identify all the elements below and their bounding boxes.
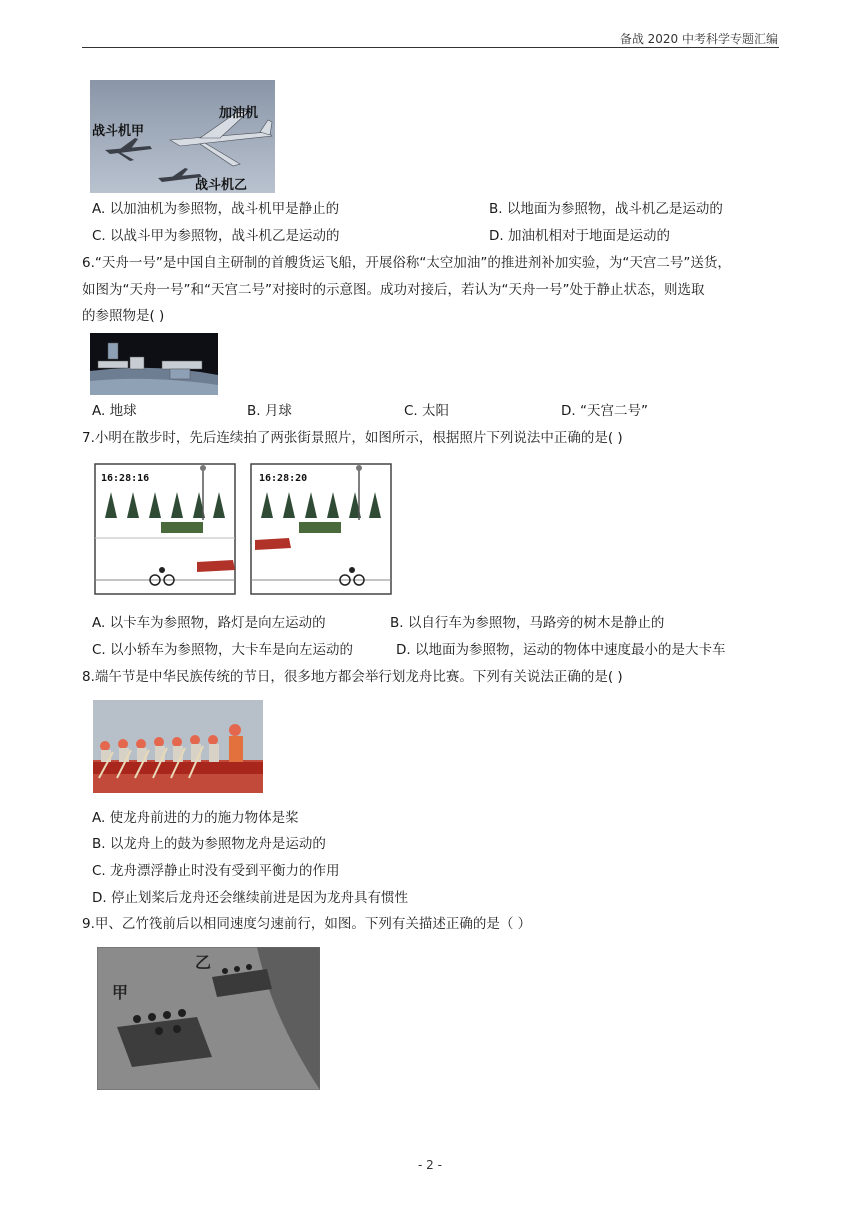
q5-option-d[interactable]: D. 加油机相对于地面是运动的 <box>489 228 670 244</box>
header-divider <box>82 47 779 48</box>
q8-stem: 8.端午节是中华民族传统的节日，很多地方都会举行划龙舟比赛。下列有关说法正确的是( ) <box>82 669 623 685</box>
q8-option-c[interactable]: C. 龙舟漂浮静止时没有受到平衡力的作用 <box>92 863 340 879</box>
q7-option-c[interactable]: C. 以小轿车为参照物，大卡车是向左运动的 <box>92 642 354 658</box>
q9-stem: 9.甲、乙竹筏前后以相同速度匀速前行，如图。下列有关描述正确的是（ ） <box>82 916 532 932</box>
q7-figure <box>93 462 395 596</box>
q5-label-fighter-b: 战斗机乙 <box>195 178 248 193</box>
q5-option-c[interactable]: C. 以战斗甲为参照物，战斗机乙是运动的 <box>92 228 340 244</box>
q7-option-a[interactable]: A. 以卡车为参照物，路灯是向左运动的 <box>92 615 326 631</box>
q7-stem: 7.小明在散步时，先后连续拍了两张街景照片，如图所示，根据照片下列说法中正确的是( ) <box>82 430 623 446</box>
q5-option-b[interactable]: B. 以地面为参照物，战斗机乙是运动的 <box>489 201 723 217</box>
q7-timestamp-1: 16:28:16 <box>101 473 150 484</box>
q6-stem-line-1: 6.“天舟一号”是中国自主研制的首艘货运飞船，开展俗称“太空加油”的推进剂补加实验，为“天宫二号”送货， <box>82 255 731 271</box>
q5-label-tanker: 加油机 <box>219 106 259 121</box>
header-title: 备战 2020 中考科学专题汇编 <box>619 32 778 46</box>
q7-timestamp-2: 16:28:20 <box>259 473 308 484</box>
q8-option-d[interactable]: D. 停止划桨后龙舟还会继续前进是因为龙舟具有惯性 <box>92 890 408 906</box>
q5-option-a[interactable]: A. 以加油机为参照物，战斗机甲是静止的 <box>92 201 340 217</box>
q5-figure <box>90 80 275 193</box>
q9-label-yi: 乙 <box>195 953 212 972</box>
q8-option-b[interactable]: B. 以龙舟上的鼓为参照物龙舟是运动的 <box>92 836 326 852</box>
q5-label-fighter-a: 战斗机甲 <box>92 124 145 139</box>
q6-figure <box>90 333 218 395</box>
q8-figure <box>93 700 263 793</box>
q6-option-b[interactable]: B. 月球 <box>247 403 292 419</box>
q8-option-a[interactable]: A. 使龙舟前进的力的施力物体是桨 <box>92 810 299 826</box>
q6-stem-line-3: 的参照物是( ) <box>82 308 165 324</box>
q7-option-d[interactable]: D. 以地面为参照物，运动的物体中速度最小的是大卡车 <box>396 642 726 658</box>
q6-option-a[interactable]: A. 地球 <box>92 403 137 419</box>
q9-figure <box>97 947 320 1090</box>
q9-label-jia: 甲 <box>112 983 129 1002</box>
page-number: - 2 - <box>418 1158 442 1172</box>
q7-option-b[interactable]: B. 以自行车为参照物，马路旁的树木是静止的 <box>390 615 665 631</box>
q6-stem-line-2: 如图为“天舟一号”和“天宫二号”对接时的示意图。成功对接后，若认为“天舟一号”处于静止状态，则选取 <box>82 282 705 298</box>
q6-option-c[interactable]: C. 太阳 <box>404 403 450 419</box>
q6-option-d[interactable]: D. “天宫二号” <box>561 403 648 419</box>
